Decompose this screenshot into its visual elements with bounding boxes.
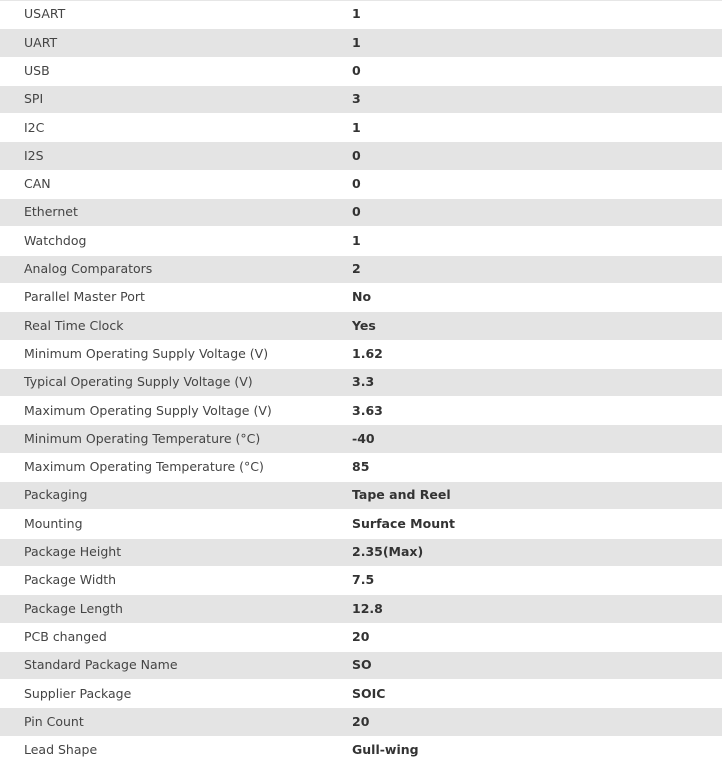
spec-value: 1 [352,6,361,22]
spec-label: CAN [24,176,51,192]
spec-label: I2C [24,119,45,135]
spec-value: 85 [352,459,370,475]
spec-label: Maximum Operating Temperature (°C) [24,459,264,475]
spec-label: Package Height [24,544,122,560]
spec-label: Package Width [24,572,117,588]
spec-value: 7.5 [352,572,375,588]
spec-row-mounting [0,510,722,538]
spec-row-min-temperature [0,425,722,453]
spec-value: 0 [352,147,361,163]
spec-value: SO [352,657,372,673]
spec-row-min-supply-voltage [0,341,722,369]
spec-row-can [0,171,722,199]
spec-label: Typical Operating Supply Voltage (V) [24,374,253,390]
spec-row-usart [0,1,722,29]
spec-label: SPI [24,91,44,107]
spec-row-i2s [0,142,722,170]
spec-row-typ-supply-voltage [0,369,722,397]
spec-value: Surface Mount [352,515,455,531]
spec-label: I2S [24,147,44,163]
spec-value: 12.8 [352,600,383,616]
spec-label: UART [24,34,58,50]
spec-value: 3.3 [352,374,375,390]
spec-value: Gull-wing [352,742,419,758]
spec-value: 3.63 [352,402,383,418]
spec-value: 0 [352,62,361,78]
spec-value: 0 [352,176,361,192]
spec-label: Packaging [24,487,88,503]
spec-label: Real Time Clock [24,317,124,333]
spec-label: Parallel Master Port [24,289,145,305]
spec-label: Analog Comparators [24,261,153,277]
spec-value: Tape and Reel [352,487,451,503]
spec-value: No [352,289,372,305]
spec-row-i2c [0,114,722,142]
spec-row-package-height [0,539,722,567]
spec-row-real-time-clock [0,312,722,340]
spec-label: Ethernet [24,204,78,220]
spec-row-uart [0,29,722,57]
spec-value: 1 [352,119,361,135]
spec-row-analog-comparators [0,256,722,284]
spec-row-package-length [0,595,722,623]
spec-value: 1 [352,34,361,50]
spec-row-watchdog [0,227,722,255]
spec-row-pcb-changed [0,624,722,652]
spec-label: Standard Package Name [24,657,178,673]
spec-label: Package Length [24,600,123,616]
spec-value: 20 [352,713,370,729]
spec-value: 3 [352,91,361,107]
spec-row-spi [0,86,722,114]
spec-value: SOIC [352,685,386,701]
spec-label: Minimum Operating Temperature (°C) [24,430,261,446]
spec-row-ethernet [0,199,722,227]
spec-label: Minimum Operating Supply Voltage (V) [24,345,269,361]
spec-value: 20 [352,628,370,644]
spec-value: Yes [352,317,376,333]
spec-value: 2 [352,261,361,277]
spec-label: USB [24,62,50,78]
spec-row-packaging [0,482,722,510]
spec-label: USART [24,6,66,22]
spec-value: 0 [352,204,361,220]
spec-row-lead-shape [0,737,722,764]
spec-value: -40 [352,430,375,446]
spec-label: Supplier Package [24,685,132,701]
spec-label: Lead Shape [24,742,98,758]
spec-label: Mounting [24,515,83,531]
spec-value: 2.35(Max) [352,544,424,560]
spec-label: PCB changed [24,628,107,644]
spec-row-supplier-package [0,680,722,708]
spec-value: 1 [352,232,361,248]
spec-row-pin-count [0,708,722,736]
spec-value: 1.62 [352,345,383,361]
spec-row-parallel-master-port [0,284,722,312]
spec-row-usb [0,58,722,86]
spec-label: Maximum Operating Supply Voltage (V) [24,402,272,418]
spec-row-package-width [0,567,722,595]
spec-row-max-supply-voltage [0,397,722,425]
spec-label: Pin Count [24,713,84,729]
spec-label: Watchdog [24,232,87,248]
spec-row-standard-package-name [0,652,722,680]
spec-row-max-temperature [0,454,722,482]
